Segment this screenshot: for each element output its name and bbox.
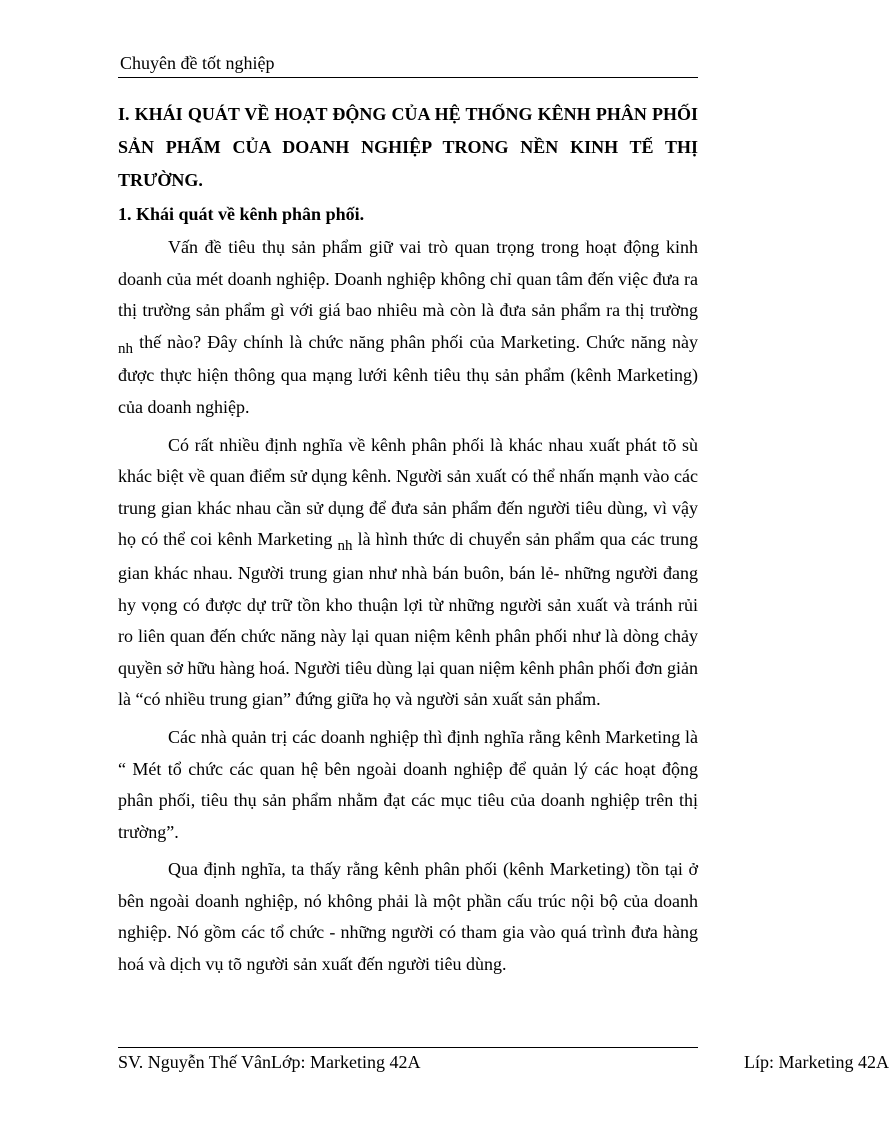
paragraph-1-text-a: Vấn đề tiêu thụ sản phẩm giữ vai trò quan trọng trong hoạt động kinh doanh của mét doanh nghiệp. Doanh nghiệp không chỉ quan tâm đến việc đưa ra thị trường sản phẩm gì với giá bao nhiêu mà còn là đưa sản phẩm ra thị trường [118, 237, 698, 321]
paragraph-4: Qua định nghĩa, ta thấy rằng kênh phân phối (kênh Marketing) tồn tại ở bên ngoài doanh nghiệp, nó không phải là một phần cấu trúc nội bộ của doanh nghiệp. Nó gồm các tổ chức - những người có tham gia vào quá trình đưa hàng hoá và dịch vụ tõ người sản xuất đến người tiêu dùng. [118, 859, 698, 975]
paragraph-1 [118, 232, 698, 424]
header-divider [118, 77, 698, 78]
section-heading: I. KHÁI QUÁT VỀ HOẠT ĐỘNG CỦA HỆ THỐNG KÊNH PHÂN PHỐI SẢN PHẨM CỦA DOANH NGHIỆP TRONG NỀN KINH TẾ THỊ TRƯỜNG. [118, 104, 698, 190]
footer-divider [118, 1047, 698, 1048]
page-header-title: Chuyên đề tốt nghiệp [120, 53, 275, 73]
paragraph-2-text-b: là hình thức di chuyển sản phẩm qua các trung gian khác nhau. Người trung gian như nhà bán buôn, bán lẻ- những người đang hy vọng có được dự trữ tồn kho thuận lợi từ những người sản xuất và tránh rủi ro liên quan đến chức năng này lại quan niệm kênh phân phối như là dòng chảy quyền sở hữu hàng hoá. Người tiêu dùng lại quan niệm kênh phân phối đơn giản là “có nhiều trung gian” đứng giữa họ và người sản xuất sản phẩm. [118, 529, 698, 710]
document-body [118, 98, 698, 987]
paragraph-2-subscript: nh [337, 538, 353, 555]
paragraph-2-text-a: Có rất nhiều định nghĩa về kênh phân phối là khác nhau xuất phát tõ sù khác biệt về quan điểm sử dụng kênh. Người sản xuất có thể nhấn mạnh vào các trung gian khác nhau cần sử dụng để đưa sản phẩm đến người tiêu dùng, vì vậy họ có thể coi kênh Marketing [118, 434, 698, 550]
paragraph-2 [118, 430, 698, 716]
paragraph-3: Các nhà quản trị các doanh nghiệp thì định nghĩa rằng kênh Marketing là “ Mét tổ chức các quan hệ bên ngoài doanh nghiệp để quản lý các hoạt động phân phối, tiêu thụ sản phẩm nhằm đạt các mục tiêu của doanh nghiệp trên thị trường”. [118, 726, 698, 842]
subsection-heading: 1. Khái quát về kênh phân phối. [118, 204, 365, 224]
paragraph-1-text-b: thế nào? Đây chính là chức năng phân phối của Marketing. Chức năng này được thực hiện thông qua mạng lưới kênh tiêu thụ sản phẩm (kênh Marketing) của doanh nghiệp. [118, 331, 699, 417]
paragraph-1-subscript: nh [118, 340, 133, 357]
footer-class-info: Líp: Marketing 42A [744, 1052, 889, 1072]
footer-student-info: SV. Nguyễn Thế VânLớp: Marketing 42A [118, 1052, 421, 1072]
